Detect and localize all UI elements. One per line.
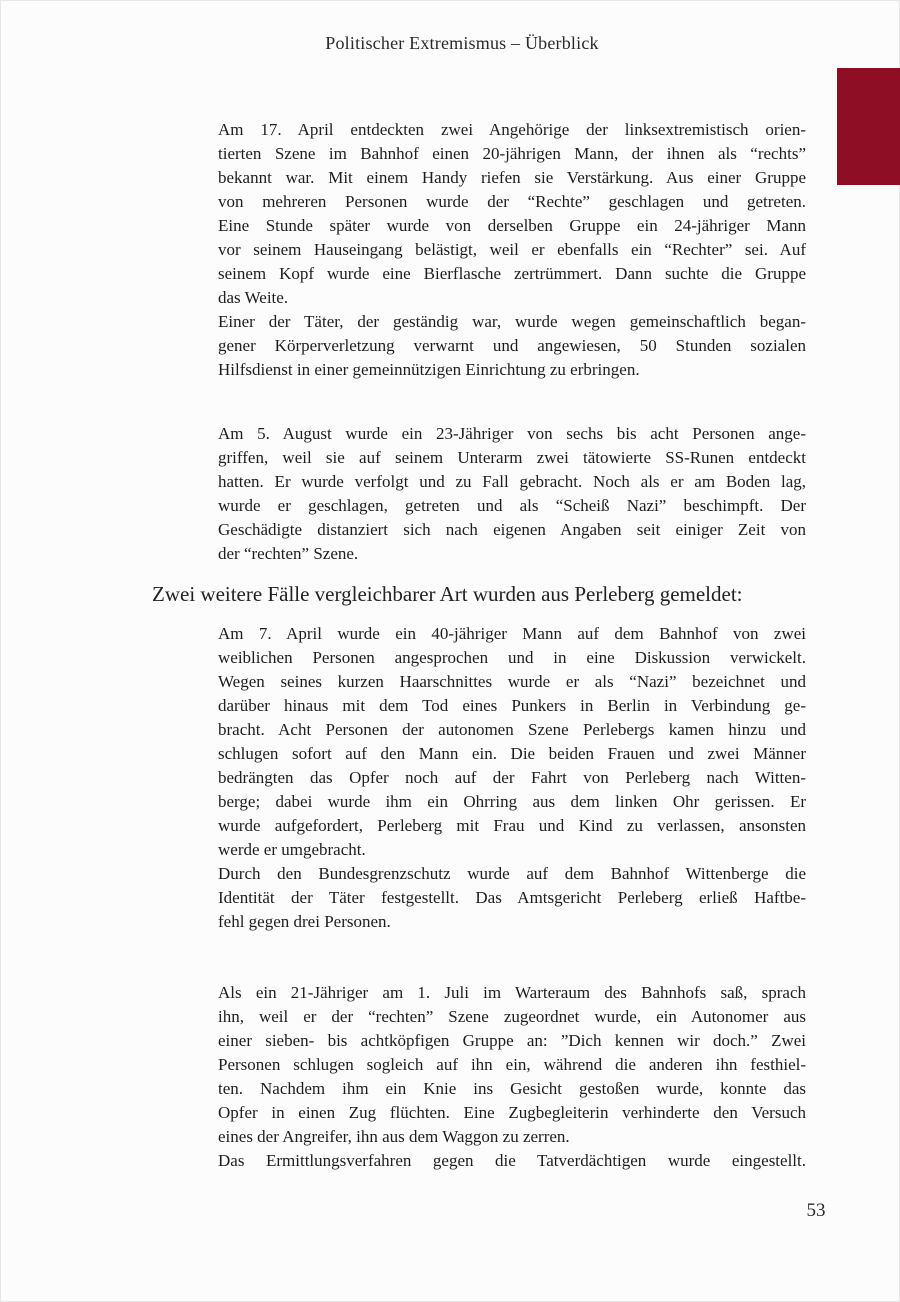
text-line: Am 5. August wurde ein 23-Jähriger von sechs bis acht Personen ange- bbox=[218, 424, 806, 443]
text-line: Durch den Bundesgrenzschutz wurde auf dem Bahnhof Wittenberge die bbox=[218, 864, 806, 883]
text-line: bedrängten das Opfer noch auf der Fahrt von Perleberg nach Witten- bbox=[218, 768, 806, 787]
paragraph bbox=[218, 1149, 806, 1173]
text-line: vor seinem Hauseingang belästigt, weil er ebenfalls ein “Rechter” sei. Auf bbox=[218, 240, 806, 259]
text-line: Personen schlugen sogleich auf ihn ein, während die anderen ihn festhiel- bbox=[218, 1055, 806, 1074]
text-line: tierten Szene im Bahnhof einen 20-jährigen Mann, der ihnen als “rechts” bbox=[218, 144, 806, 163]
case-report-block-3 bbox=[218, 622, 806, 934]
text-line: ihn, weil er der “rechten” Szene zugeordnet wurde, ein Autonomer aus bbox=[218, 1007, 806, 1026]
text-line: weiblichen Personen angesprochen und in eine Diskussion verwickelt. bbox=[218, 648, 806, 667]
text-line: berge; dabei wurde ihm ein Ohrring aus dem linken Ohr gerissen. Er bbox=[218, 792, 806, 811]
paragraph bbox=[218, 981, 806, 1149]
text-line: seinem Kopf wurde eine Bierflasche zertrümmert. Dann suchte die Gruppe bbox=[218, 264, 806, 283]
text-line: Geschädigte distanziert sich nach eigenen Angaben seit einiger Zeit von bbox=[218, 520, 806, 539]
paragraph bbox=[218, 310, 806, 382]
paragraph bbox=[218, 622, 806, 862]
text-line: Als ein 21-Jähriger am 1. Juli im Warteraum des Bahnhofs saß, sprach bbox=[218, 983, 806, 1002]
text-line: griffen, weil sie auf seinem Unterarm zwei tätowierte SS-Runen entdeckt bbox=[218, 448, 806, 467]
paragraph bbox=[218, 422, 806, 566]
section-heading: Zwei weitere Fälle vergleichbarer Art wurden aus Perleberg gemeldet: bbox=[152, 582, 743, 606]
text-line: Identität der Täter festgestellt. Das Amtsgericht Perleberg erließ Haftbe- bbox=[218, 888, 806, 907]
text-line: fehl gegen drei Personen. bbox=[218, 912, 391, 931]
paragraph bbox=[218, 118, 806, 310]
text-line: der “rechten” Szene. bbox=[218, 544, 359, 563]
text-line: bekannt war. Mit einem Handy riefen sie Verstärkung. Aus einer Gruppe bbox=[218, 168, 806, 187]
text-line: schlugen sofort auf den Mann ein. Die beiden Frauen und zwei Männer bbox=[218, 744, 806, 763]
text-line: bracht. Acht Personen der autonomen Szene Perlebergs kamen hinzu und bbox=[218, 720, 806, 739]
text-line: einer sieben- bis achtköpfigen Gruppe an: ”Dich kennen wir doch.” Zwei bbox=[218, 1031, 806, 1050]
text-line: Hilfsdienst in einer gemeinnützigen Einrichtung zu erbringen. bbox=[218, 360, 640, 379]
text-line: wurde er geschlagen, getreten und als “Scheiß Nazi” beschimpft. Der bbox=[218, 496, 806, 515]
text-line: Wegen seines kurzen Haarschnittes wurde er als “Nazi” bezeichnet und bbox=[218, 672, 806, 691]
text-line: Einer der Täter, der geständig war, wurde wegen gemeinschaftlich began- bbox=[218, 312, 806, 331]
text-line: Am 7. April wurde ein 40-jähriger Mann auf dem Bahnhof von zwei bbox=[218, 624, 806, 643]
text-line: werde er umgebracht. bbox=[218, 840, 366, 859]
running-head: Politischer Extremismus – Überblick bbox=[325, 33, 599, 53]
text-line: wurde aufgefordert, Perleberg mit Frau und Kind zu verlassen, ansonsten bbox=[218, 816, 806, 835]
text-line: darüber hinaus mit dem Tod eines Punkers in Berlin in Verbindung ge- bbox=[218, 696, 806, 715]
text-line: eines der Angreifer, ihn aus dem Waggon zu zerren. bbox=[218, 1127, 570, 1146]
paragraph bbox=[218, 862, 806, 934]
text-line: das Weite. bbox=[218, 288, 289, 307]
text-line: ten. Nachdem ihm ein Knie ins Gesicht gestoßen wurde, konnte das bbox=[218, 1079, 806, 1098]
text-line: hatten. Er wurde verfolgt und zu Fall gebracht. Noch als er am Boden lag, bbox=[218, 472, 806, 491]
case-report-block-1 bbox=[218, 118, 806, 382]
text-line: Am 17. April entdeckten zwei Angehörige der linksextremistisch orien- bbox=[218, 120, 806, 139]
text-line: Das Ermittlungsverfahren gegen die Tatverdächtigen wurde eingestellt. bbox=[218, 1151, 806, 1170]
text-line: Eine Stunde später wurde von derselben Gruppe ein 24-jähriger Mann bbox=[218, 216, 806, 235]
text-line: von mehreren Personen wurde der “Rechte” geschlagen und getreten. bbox=[218, 192, 806, 211]
page-number: 53 bbox=[806, 1200, 826, 1221]
text-line: gener Körperverletzung verwarnt und angewiesen, 50 Stunden sozialen bbox=[218, 336, 806, 355]
case-report-block-4 bbox=[218, 981, 806, 1173]
case-report-block-2 bbox=[218, 422, 806, 566]
text-line: Opfer in einen Zug flüchten. Eine Zugbegleiterin verhinderte den Versuch bbox=[218, 1103, 806, 1122]
chapter-tab-marker bbox=[837, 68, 900, 185]
